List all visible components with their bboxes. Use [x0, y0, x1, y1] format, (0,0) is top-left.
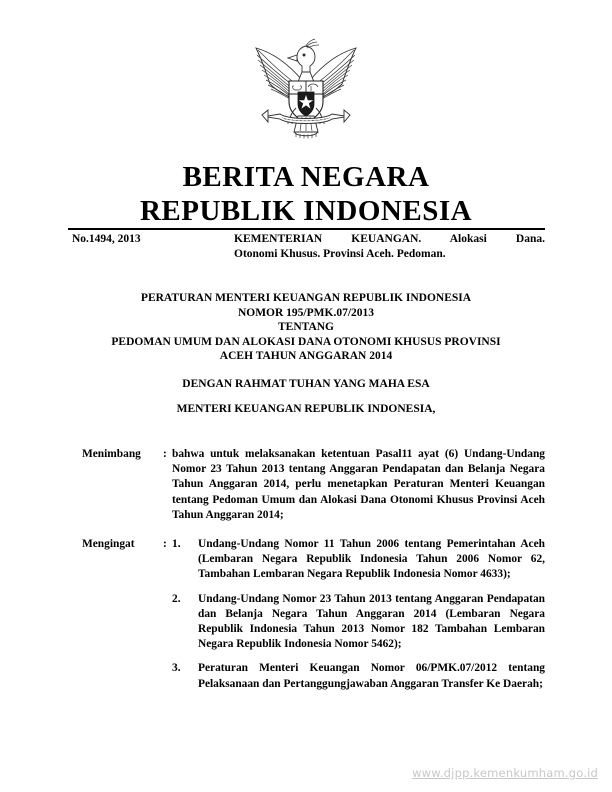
list-item-number: 3.	[172, 662, 181, 675]
title-spacer-1	[0, 364, 612, 377]
title-block	[0, 291, 612, 417]
mengingat-list	[172, 537, 545, 692]
regulation-subject-line-2: ACEH TAHUN ANGGARAN 2014	[219, 350, 393, 362]
subject-keywords	[234, 232, 545, 262]
menimbang-colon: :	[163, 448, 167, 460]
subject-line-1: KEMENTERIAN KEUANGAN. Alokasi Dana.	[234, 233, 545, 245]
footer	[0, 764, 612, 782]
list-item	[172, 592, 545, 653]
clause-spacer	[68, 523, 545, 537]
regulation-subject-line-1: PEDOMAN UMUM DAN ALOKASI DANA OTONOMI KHUSUS PROVINSI	[111, 335, 501, 348]
mengingat-label: Mengingat	[82, 538, 135, 551]
list-item	[172, 661, 545, 691]
source-url-watermark: www.djpp.kemenkumham.go.id	[412, 766, 598, 780]
menimbang-label: Menimbang	[82, 448, 141, 460]
masthead-line-1: BERITA NEGARA	[182, 161, 430, 193]
gazette-number: No.1494, 2013	[72, 233, 141, 245]
mengingat-colon: :	[163, 538, 167, 551]
list-item-number: 1.	[172, 538, 181, 551]
list-item-number: 2.	[172, 592, 181, 605]
list-item-text: Undang-Undang Nomor 11 Tahun 2006 tentang Pemerintahan Aceh (Lembaran Negara Republik Indonesia Tahun 2006 Nomor 62, Tambahan Lembaran Negara Republik Indonesia Nomor 4633);	[198, 538, 545, 581]
regulation-number: NOMOR 195/PMK.07/2013	[237, 306, 375, 319]
masthead-divider	[68, 228, 545, 230]
clause-menimbang	[68, 447, 545, 523]
emblem-container	[0, 36, 612, 153]
list-item-text: Undang-Undang Nomor 23 Tahun 2013 tentang Anggaran Pendapatan dan Belanja Negara Tahun Anggaran 2014 (Lembaran Negara Republik Indonesia Tahun 2013 Nomor 182 Tambahan Lembaran Negara Republik Indonesia Nomor 5462);	[198, 592, 545, 651]
masthead-line-2: REPUBLIK INDONESIA	[139, 195, 473, 227]
invocation: DENGAN RAHMAT TUHAN YANG MAHA ESA	[182, 377, 430, 390]
list-item	[172, 537, 545, 583]
masthead	[0, 160, 612, 228]
garuda-pancasila-emblem	[240, 36, 372, 148]
clause-mengingat	[68, 537, 545, 692]
title-spacer-2	[0, 391, 612, 402]
menimbang-text: bahwa untuk melaksanakan ketentuan Pasal11 ayat (6) Undang-Undang Nomor 23 Tahun 2013 tentang Anggaran Pendapatan dan Belanja Negara Tahun Anggaran 2014, perlu menetapkan Peraturan Menteri Keuangan tentang Pedoman Umum dan Alokasi Dana Otonomi Khusus Provinsi Aceh Tahun Anggaran 2014;	[172, 448, 545, 521]
issuing-minister: MENTERI KEUANGAN REPUBLIK INDONESIA,	[176, 403, 436, 415]
regulation-authority: PERATURAN MENTERI KEUANGAN REPUBLIK INDONESIA	[140, 292, 472, 304]
subject-line-2: Otonomi Khusus. Provinsi Aceh. Pedoman.	[234, 248, 446, 260]
list-item-text: Peraturan Menteri Keuangan Nomor 06/PMK.07/2012 tentang Pelaksanaan dan Pertanggungjawaban Anggaran Transfer Ke Daerah;	[198, 662, 545, 690]
clauses-section	[68, 447, 545, 692]
regulation-about-label: TENTANG	[277, 321, 335, 333]
